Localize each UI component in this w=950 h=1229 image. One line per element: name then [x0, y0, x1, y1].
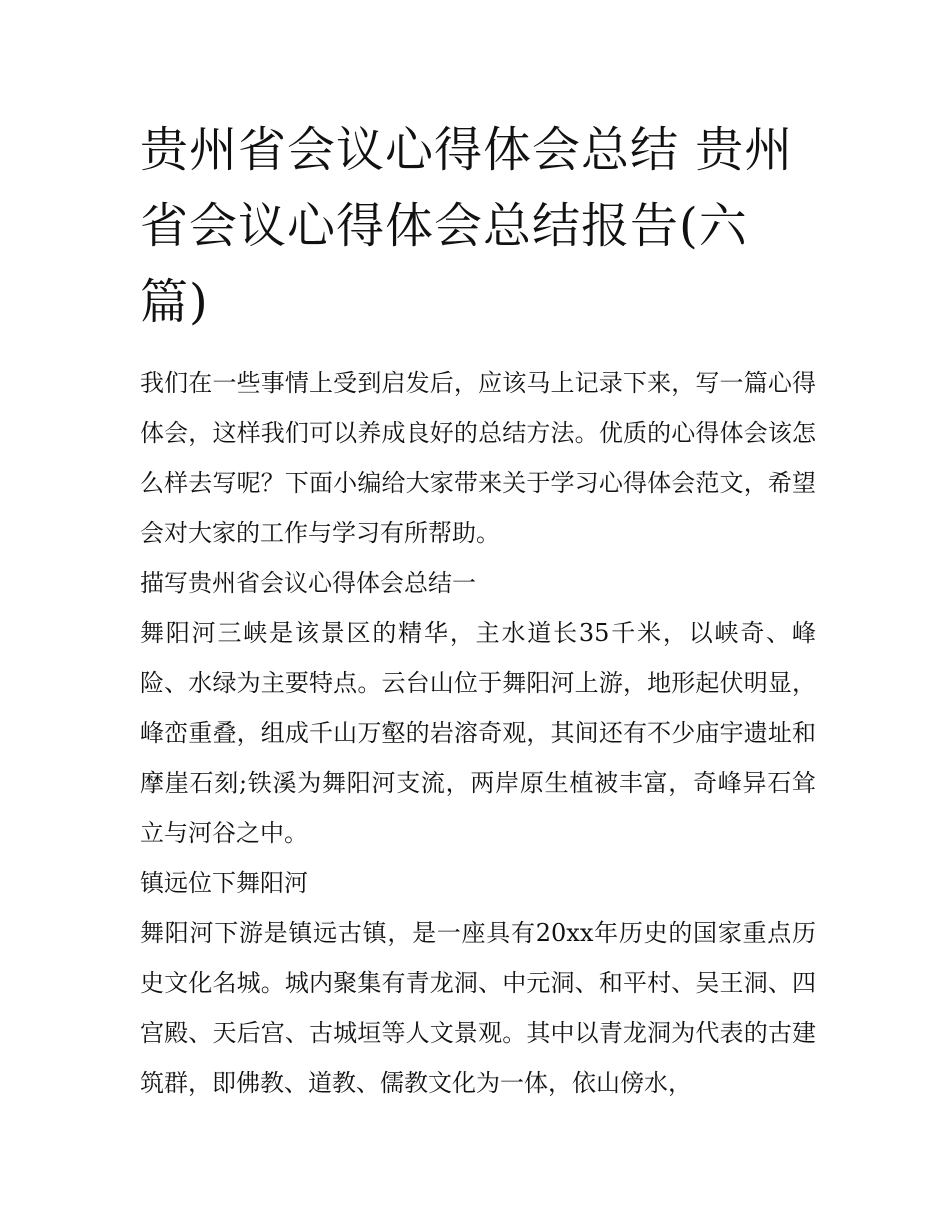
body-paragraph-zhenyuan-town: 舞阳河下游是镇远古镇，是一座具有20xx年历史的国家重点历史文化名城。城内聚集有青龙洞、中元洞、和平村、吴王洞、四宫殿、天后宫、古城垣等人文景观。其中以青龙洞为代表的古建筑群，即佛教、道教、儒教文化为一体，依山傍水，	[140, 919, 816, 1097]
intro-paragraph: 我们在一些事情上受到启发后，应该马上记录下来，写一篇心得体会，这样我们可以养成良好的总结方法。优质的心得体会该怎么样去写呢？下面小编给大家带来关于学习心得体会范文，希望会对大家的工作与学习有所帮助。	[140, 369, 816, 547]
body-paragraph-wuyang-gorges: 舞阳河三峡是该景区的精华，主水道长35千米，以峡奇、峰险、水绿为主要特点。云台山位于舞阳河上游，地形起伏明显，峰峦重叠，组成千山万壑的岩溶奇观，其间还有不少庙宇遗址和摩崖石刻;铁溪为舞阳河支流，两岸原生植被丰富，奇峰异石耸立与河谷之中。	[140, 619, 816, 847]
section-heading-zhenyuan: 镇远位下舞阳河	[140, 869, 308, 897]
document-body	[140, 112, 816, 1108]
section-heading-1: 描写贵州省会议心得体会总结一	[140, 569, 476, 597]
document-title-main: 贵州省会议心得体会总结	[140, 122, 680, 178]
document-title	[140, 112, 816, 340]
document-title-sub: 贵州省会议心得体会总结报告(六篇)	[140, 122, 794, 330]
